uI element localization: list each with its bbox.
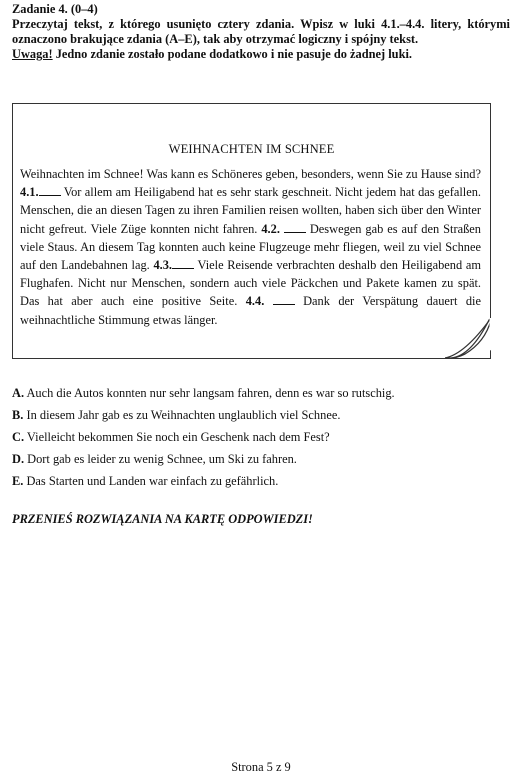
gap-4-2-label: 4.2. <box>261 221 280 236</box>
gap-4-2-blank <box>284 222 306 233</box>
text-body <box>20 165 481 329</box>
gap-4-1-label: 4.1. <box>20 185 39 200</box>
option-c: C. Vielleicht bekommen Sie noch ein Geschenk nach dem Fest? <box>12 430 330 444</box>
gap-4-4-label: 4.4. <box>245 294 265 309</box>
option-e: E. Das Starten und Landen war einfach zu gefährlich. <box>12 474 279 488</box>
option-b: B. In diesem Jahr gab es zu Weihnachten unglaublich viel Schnee. <box>12 408 341 422</box>
answer-options <box>12 386 510 496</box>
text-part-4: Viele Reisende verbrachten deshalb den Heiligabend am Flughafen. Nicht nur Menschen, sondern auch viele Päckchen und Pakete kamen zu spät. Das hat aber auch eine positive Seite. <box>20 258 482 309</box>
gap-4-3-blank <box>172 258 194 269</box>
task-title: Zadanie 4. (0–4) <box>12 2 98 16</box>
task-header <box>12 2 510 62</box>
gap-4-4-blank <box>273 294 295 305</box>
gap-4-1-blank <box>39 185 61 196</box>
task-warning <box>12 47 510 62</box>
option-a: A. Auch die Autos konnten nur sehr langsam fahren, denn es war so rutschig. <box>12 386 395 400</box>
page-number: Strona 5 z 9 <box>231 760 291 774</box>
text-part-5: Dank der Verspätung dauert die weihnachtliche Stimmung etwas länger. <box>20 294 481 327</box>
task-instruction: Przeczytaj tekst, z którego usunięto cztery zdania. Wpisz w luki 4.1.–4.4. litery, którymi oznaczono brakujące zdania (A–E), tak aby otrzymać logiczny i spójny tekst. <box>12 17 510 46</box>
warning-label: Uwaga! <box>12 47 53 61</box>
text-part-2: Vor allem am Heiligabend hat es sehr stark geschneit. Nicht jedem hat das gefallen. Menschen, die an diesen Tagen zu ihren Familien reisen wollten, haben sich über den Winter nicht gefreut. Viele Züge konnten nicht fahren. <box>20 185 481 236</box>
gap-4-3-label: 4.3. <box>153 258 173 273</box>
transfer-note: PRZENIEŚ ROZWIĄZANIA NA KARTĘ ODPOWIEDZI! <box>12 512 313 526</box>
warning-text: Jedno zdanie zostało podane dodatkowo i nie pasuje do żadnej luki. <box>52 47 412 61</box>
text-part-1: Weihnachten im Schnee! Was kann es Schöneres geben, besonders, wenn Sie zu Hause sind? <box>20 167 481 181</box>
text-title: WEIHNACHTEN IM SCHNEE <box>168 142 335 156</box>
page-curl-decoration <box>445 318 493 360</box>
text-panel <box>12 103 491 359</box>
option-d: D. Dort gab es leider zu wenig Schnee, um Ski zu fahren. <box>12 452 297 466</box>
text-part-3: Deswegen gab es auf den Straßen viele Staus. An diesem Tag konnten auch keine Flugzeuge mehr fliegen, weil zu viel Schnee auf den Landebahnen lag. <box>20 221 481 273</box>
